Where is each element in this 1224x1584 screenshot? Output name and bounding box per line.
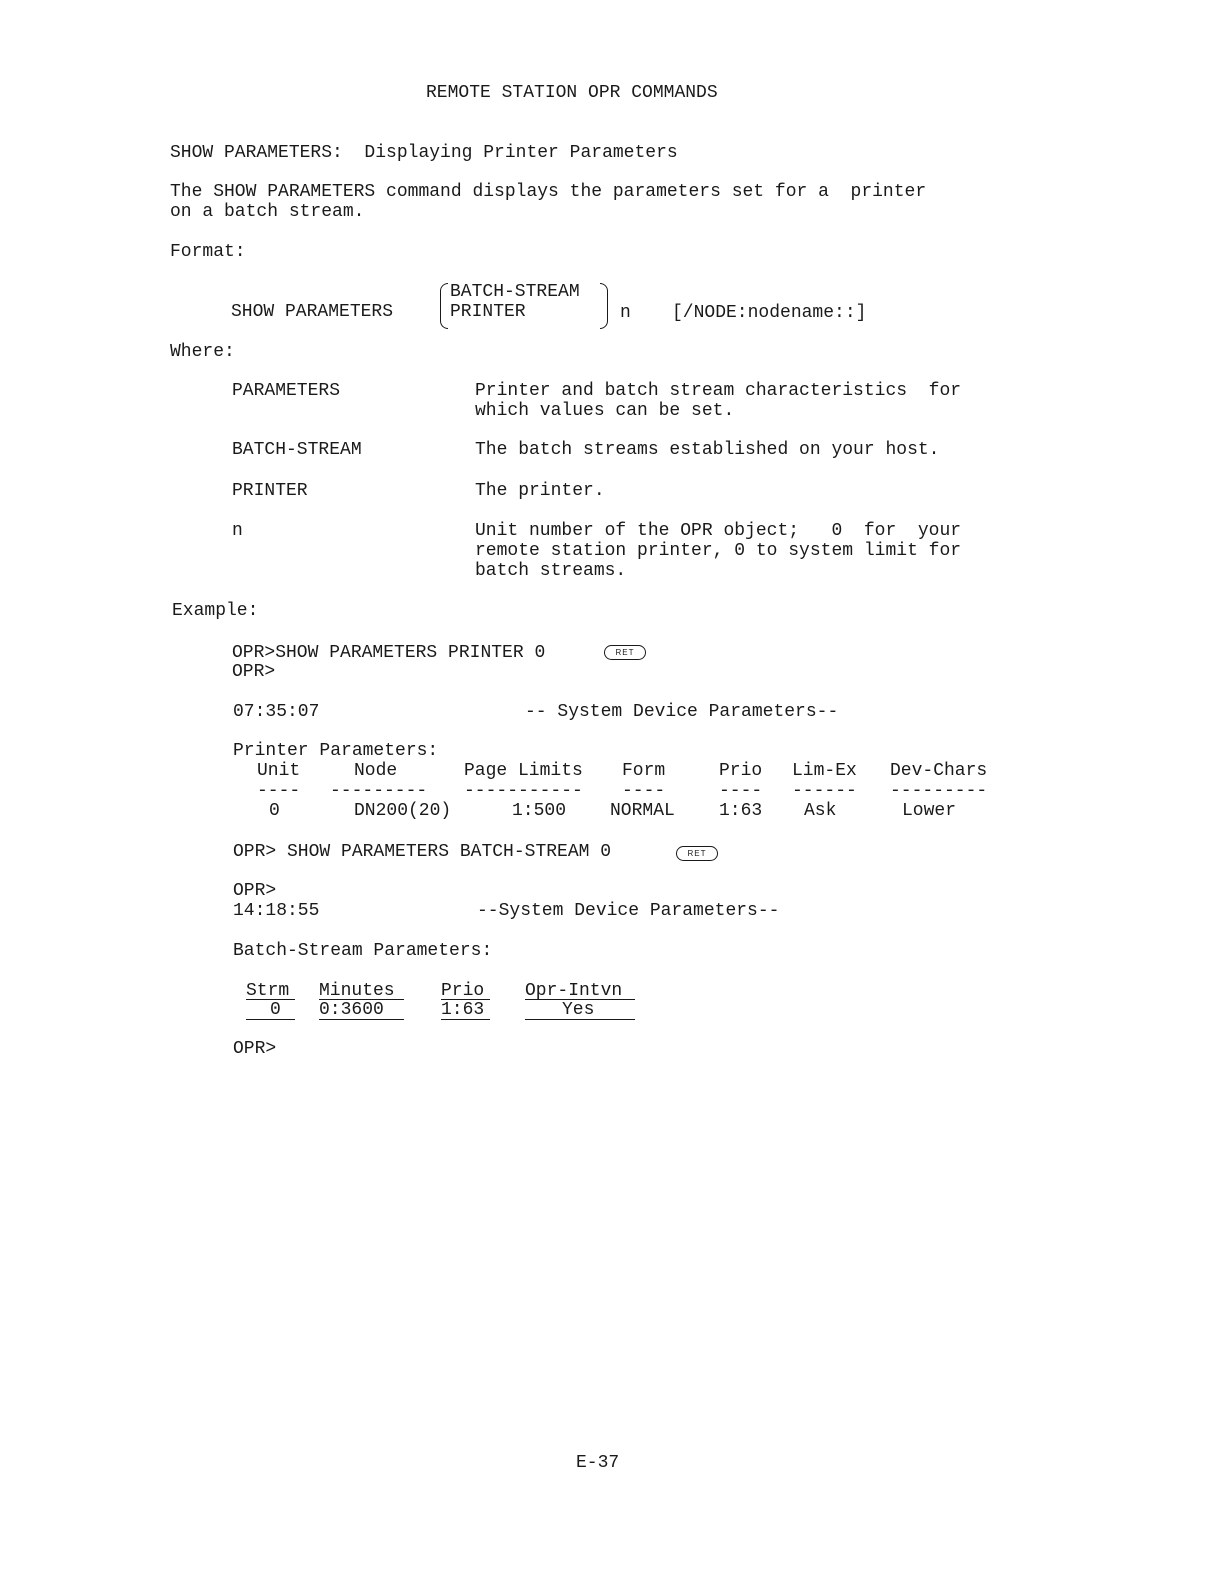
printer-dash-page-limits: ----------- (464, 781, 583, 801)
printer-header-page-limits: Page Limits (464, 761, 583, 781)
example-prompt-2: OPR> (233, 881, 277, 901)
batch-cell-opr-intvn: Yes (562, 1000, 595, 1020)
example-prompt-3: OPR> (233, 1039, 277, 1059)
printer-dash-node: --------- (330, 781, 428, 801)
printer-cell-node: DN200(20) (354, 801, 452, 821)
format-node-option: [/NODE:nodename::] (672, 303, 867, 323)
where-term-n: n (232, 521, 243, 541)
batch-header-opr-intvn: Opr-Intvn (525, 981, 623, 1001)
example-command-1: OPR>SHOW PARAMETERS PRINTER 0 (232, 643, 546, 663)
example-prompt-1: OPR> (232, 662, 276, 682)
format-option-printer: PRINTER (450, 302, 526, 322)
where-def-n-line2: remote station printer, 0 to system limit for (475, 541, 962, 561)
batch-header-strm: Strm (246, 981, 290, 1001)
printer-header-unit: Unit (257, 761, 301, 781)
batch-row-underline (525, 1019, 635, 1020)
where-def-parameters-line1: Printer and batch stream characteristics for (475, 381, 962, 401)
where-def-n-line3: batch streams. (475, 561, 627, 581)
format-arg-n: n (620, 303, 631, 323)
batch-row-underline (319, 1019, 404, 1020)
printer-cell-unit: 0 (269, 801, 280, 821)
batch-header-minutes: Minutes (319, 981, 395, 1001)
format-command: SHOW PARAMETERS (231, 302, 394, 322)
printer-header-prio: Prio (719, 761, 763, 781)
intro-line-1: The SHOW PARAMETERS command displays the parameters set for a printer (170, 182, 927, 202)
page-header-title: REMOTE STATION OPR COMMANDS (426, 83, 718, 103)
example-time-1: 07:35:07 (233, 702, 320, 722)
batch-row-underline (246, 1019, 295, 1020)
printer-dash-prio: ---- (719, 781, 763, 801)
example-banner-1: -- System Device Parameters-- (525, 702, 839, 722)
left-brace (440, 283, 448, 329)
printer-header-node: Node (354, 761, 398, 781)
where-term-parameters: PARAMETERS (232, 381, 341, 401)
ret-key-icon: RET (604, 645, 646, 660)
where-def-parameters-line2: which values can be set. (475, 401, 735, 421)
where-label: Where: (170, 342, 235, 362)
batch-cell-prio: 1:63 (441, 1000, 485, 1020)
ret-key-icon: RET (676, 846, 718, 861)
where-def-batch-stream: The batch streams established on your host. (475, 440, 940, 460)
intro-line-2: on a batch stream. (170, 202, 365, 222)
where-def-printer: The printer. (475, 481, 605, 501)
where-term-batch-stream: BATCH-STREAM (232, 440, 362, 460)
format-label: Format: (170, 242, 246, 262)
printer-dash-unit: ---- (257, 781, 301, 801)
example-command-2: OPR> SHOW PARAMETERS BATCH-STREAM 0 (233, 842, 612, 862)
batch-cell-strm: 0 (270, 1000, 281, 1020)
batch-header-prio: Prio (441, 981, 485, 1001)
printer-parameters-title: Printer Parameters: (233, 741, 439, 761)
section-heading: SHOW PARAMETERS: Displaying Printer Parameters (170, 143, 678, 163)
where-def-n-line1: Unit number of the OPR object; 0 for your (475, 521, 962, 541)
printer-cell-dev-chars: Lower (902, 801, 957, 821)
printer-dash-form: ---- (622, 781, 666, 801)
batch-cell-minutes: 0:3600 (319, 1000, 384, 1020)
printer-cell-lim-ex: Ask (804, 801, 837, 821)
printer-dash-lim-ex: ------ (792, 781, 857, 801)
printer-dash-dev-chars: --------- (890, 781, 988, 801)
where-term-printer: PRINTER (232, 481, 308, 501)
right-brace (600, 283, 608, 329)
printer-header-form: Form (622, 761, 666, 781)
printer-header-lim-ex: Lim-Ex (792, 761, 857, 781)
example-time-2: 14:18:55 (233, 901, 320, 921)
printer-cell-form: NORMAL (610, 801, 675, 821)
format-option-batch-stream: BATCH-STREAM (450, 282, 580, 302)
example-banner-2: --System Device Parameters-- (477, 901, 780, 921)
batch-row-underline (441, 1019, 490, 1020)
printer-cell-prio: 1:63 (719, 801, 763, 821)
example-label: Example: (172, 601, 259, 621)
batch-stream-parameters-title: Batch-Stream Parameters: (233, 941, 493, 961)
page-number: E-37 (576, 1453, 620, 1473)
printer-header-dev-chars: Dev-Chars (890, 761, 988, 781)
printer-cell-page-limits: 1:500 (512, 801, 567, 821)
